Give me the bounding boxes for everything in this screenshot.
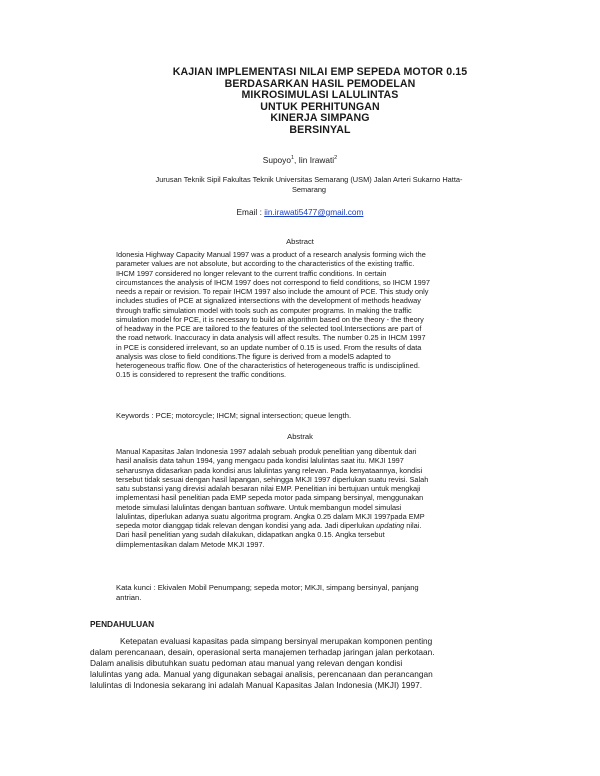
body-line: lalulintas di Indonesia sekarang ini adalah Manual Kapasitas Jalan Indonesia (MKJI) 1997.: [90, 680, 423, 690]
title-line: KINERJA SIMPANG: [270, 112, 370, 125]
abstrak-line: metode simulasi lalulintas dengan bantuan software. Untuk membangun model simulasi: [116, 502, 402, 512]
italic-term: updating: [376, 521, 405, 530]
abstrak-line: seharusnya didasarkan pada kondisi arus lalulintas yang relevan. Pada kenyataannya, kondisi: [116, 465, 423, 475]
abstrak-line: satu substansi yang direvisi adalah besaran nilai EMP. Penelitian ini bertujuan untuk mengkaji: [116, 484, 421, 493]
abstract-line: 0.15 is considered to represent the traffic conditions.: [116, 370, 287, 380]
pendahuluan-text: [90, 636, 518, 691]
paper-title: [110, 67, 530, 137]
title-line: BERDASARKAN HASIL PEMODELAN: [224, 77, 416, 90]
abstract-line: Idonesia Highway Capacity Manual 1997 was a product of a research analysis forming wich the: [116, 250, 426, 259]
body-line: lalulintas yang ada. Manual yang digunakan sebagai analisis, perencanaan dan perancangan: [90, 669, 433, 679]
author-list: [0, 155, 600, 165]
abstract-line: of headway in the PCE are tailored to the features of the selected tool.Intersections are part of: [116, 324, 422, 333]
author-name: Supoyo: [262, 155, 291, 165]
abstract-line: through traffic simulation model with tools such as computer programs. In making the traffic: [116, 305, 412, 315]
title-line: UNTUK PERHITUNGAN: [260, 100, 380, 113]
abstrak-line: Dari hasil penelitian yang sudah dilakukan, didapatkan angka 0.15. Angka tersebut: [116, 530, 385, 540]
abstrak-line: hasil analisis data tahun 1994, yang mengacu pada kondisi lalulintas saat itu. MKJI 1997: [116, 456, 404, 466]
abstract-line: circumstances the analysis of IHCM 1997 does not correspond to field conditions, so IHCM 1997: [116, 277, 430, 287]
abstract-heading: Abstract: [286, 237, 314, 246]
kata-kunci: [116, 583, 514, 603]
email-link[interactable]: iin.irawati5477@gmail.com: [264, 207, 364, 217]
abstrak-line: diimplementasikan dalam Metode MKJI 1997.: [116, 539, 265, 549]
abstrak-heading: Abstrak: [287, 432, 313, 441]
abstrak-line: lalulintas, diperlukan adanya suatu algoritma program. Angka 0.25 dalam MKJI 1997pada EMP: [116, 511, 425, 521]
abstrak-line: Manual Kapasitas Jalan Indonesia 1997 adalah sebuah produk penelitian yang dibentuk dari: [116, 447, 417, 456]
author-separator: ,: [294, 155, 299, 165]
body-line: dalam perencanaan, desain, operasional serta manajemen terhadap jaringan jalan perkotaan.: [90, 647, 435, 657]
title-line: KAJIAN IMPLEMENTASI NILAI EMP SEPEDA MOTOR 0.15: [172, 66, 468, 78]
abstract-line: includes studies of PCE at signalized intersections with the development of methods headway: [116, 296, 421, 306]
abstract-line: simulation model for PCE, it is necessary to build an algorithm based on the theory - the theory: [116, 314, 424, 324]
author-affiliation-mark: 1: [290, 155, 294, 162]
abstract-line: the road network. Inaccuracy in data analysis will affect results. The number 0.25 in IHCM 1997: [116, 333, 426, 343]
affiliation-line: Semarang: [291, 185, 327, 194]
keywords: Keywords : PCE; motorcycle; IHCM; signal intersection; queue length.: [116, 411, 352, 420]
abstract-line: analysis was close to field conditions.The figure is derived from a modelS adapted to: [116, 351, 391, 361]
abstrak-line: sepeda motor dianggap tidak relevan dengan kondisi yang ada. Jadi diperlukan updating nilai.: [116, 521, 422, 530]
body-line: Dalam analisis dibutuhkan suatu pedoman atau manual yang relevan dengan kondisi: [90, 658, 403, 668]
abstract-line: heterogeneous traffic flow. One of the characteristics of heterogeneous traffic is undisciplined.: [116, 361, 420, 370]
author-affiliation-mark: 2: [334, 155, 338, 162]
affiliation-line: Jurusan Teknik Sipil Fakultas Teknik Universitas Semarang (USM) Jalan Arteri Sukarno Hatta-: [155, 175, 463, 184]
author-name: Iin Irawati: [298, 155, 335, 165]
italic-term: software: [256, 502, 285, 512]
abstract-line: in PCE is considered irrelevant, so an update number of 0.15 is used. From the results of data: [116, 342, 422, 352]
title-line: MIKROSIMULASI LALULINTAS: [241, 89, 399, 102]
affiliation: [155, 175, 463, 195]
kata-kunci-line: Kata kunci : Ekivalen Mobil Penumpang; sepeda motor; MKJI, simpang bersinyal, panjang: [116, 583, 419, 592]
email-label: Email :: [236, 207, 265, 217]
kata-kunci-line: antrian.: [116, 593, 142, 602]
email-line: [0, 207, 600, 217]
abstract-line: needs a repair or revision. To repair IHCM 1997 also include the amount of PCE. This study only: [116, 287, 429, 296]
abstract-line: parameter values are not absolute, but according to the characteristics of the existing traffic.: [116, 259, 415, 269]
abstrak-line: tersebut tidak sesuai dengan hasil lapangan, sehingga MKJI 1997 diperlukan suatu revisi. Salah: [116, 474, 429, 484]
abstract-text: [116, 250, 514, 380]
title-line: BERSINYAL: [289, 123, 351, 136]
abstrak-text: [116, 447, 514, 549]
body-line: Ketepatan evaluasi kapasitas pada simpang bersinyal merupakan komponen penting: [120, 636, 433, 646]
pendahuluan-heading: PENDAHULUAN: [90, 619, 155, 629]
abstract-line: IHCM 1997 considered no longer relevant to the current traffic conditions. In certain: [116, 268, 387, 278]
abstrak-line: implementasi hasil penelitian pada EMP sepeda motor pada simpang bersinyal, menggunakan: [116, 493, 424, 503]
